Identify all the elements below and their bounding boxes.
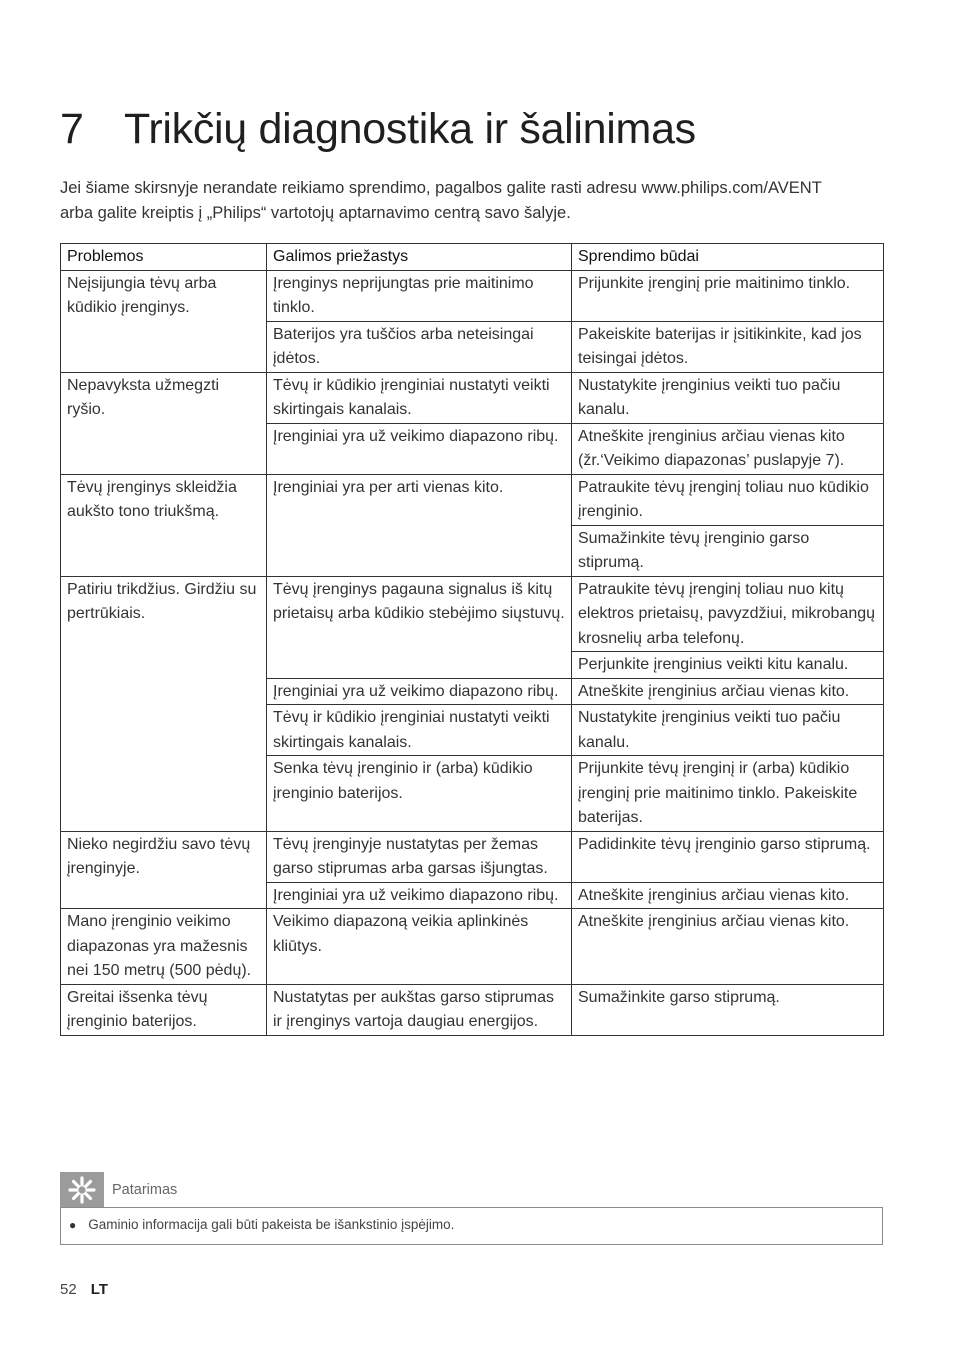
problem-cell: Neįsijungia tėvų arba kūdikio įrenginys. xyxy=(61,270,267,372)
solution-cell: Patraukite tėvų įrenginį toliau nuo kūdikio įrenginio. xyxy=(572,474,884,525)
solution-cell: Atneškite įrenginius arčiau vienas kito. xyxy=(572,678,884,705)
cause-cell: Senka tėvų įrenginio ir (arba) kūdikio įrenginio baterijos. xyxy=(267,756,572,832)
solution-cell: Atneškite įrenginius arčiau vienas kito. xyxy=(572,882,884,909)
chapter-heading xyxy=(60,105,696,154)
tip-item xyxy=(69,1217,454,1232)
solution-cell: Atneškite įrenginius arčiau vienas kito. xyxy=(572,909,884,985)
table-row xyxy=(61,270,884,321)
page-footer xyxy=(60,1281,108,1298)
language-code: LT xyxy=(90,1281,108,1298)
problem-cell: Tėvų įrenginys skleidžia aukšto tono triukšmą. xyxy=(61,474,267,576)
cause-cell: Veikimo diapazoną veikia aplinkinės kliūtys. xyxy=(267,909,572,985)
cause-cell: Įrenginys neprijungtas prie maitinimo tinklo. xyxy=(267,270,572,321)
cause-cell: Įrenginiai yra už veikimo diapazono ribų. xyxy=(267,423,572,474)
solution-cell: Pakeiskite baterijas ir įsitikinkite, kad jos teisingai įdėtos. xyxy=(572,321,884,372)
solution-cell: Perjunkite įrenginius veikti kitu kanalu. xyxy=(572,652,884,679)
solution-cell: Prijunkite tėvų įrenginį ir (arba) kūdikio įrenginį prie maitinimo tinklo. Pakeiskite baterijas. xyxy=(572,756,884,832)
solution-cell: Sumažinkite tėvų įrenginio garso stiprumą. xyxy=(572,525,884,576)
table-row xyxy=(61,909,884,985)
cause-cell: Įrenginiai yra už veikimo diapazono ribų. xyxy=(267,678,572,705)
problem-cell: Patiriu trikdžius. Girdžiu su pertrūkiais. xyxy=(61,576,267,831)
cause-cell: Tėvų įrenginyje nustatytas per žemas garso stiprumas arba garsas išjungtas. xyxy=(267,831,572,882)
solution-cell: Padidinkite tėvų įrenginio garso stiprumą. xyxy=(572,831,884,882)
table-row xyxy=(61,372,884,423)
asterisk-icon xyxy=(60,1172,104,1208)
intro-line: Jei šiame skirsnyje nerandate reikiamo sprendimo, pagalbos galite rasti adresu www.philips.com/AVENT xyxy=(60,179,822,197)
problem-cell: Nepavyksta užmegzti ryšio. xyxy=(61,372,267,474)
tip-box xyxy=(60,1207,883,1245)
cause-cell: Įrenginiai yra už veikimo diapazono ribų. xyxy=(267,882,572,909)
cause-cell: Tėvų ir kūdikio įrenginiai nustatyti veikti skirtingais kanalais. xyxy=(267,705,572,756)
cause-cell: Baterijos yra tuščios arba neteisingai įdėtos. xyxy=(267,321,572,372)
solution-cell: Patraukite tėvų įrenginį toliau nuo kitų elektros prietaisų, pavyzdžiui, mikrobangų krosnelių arba telefonų. xyxy=(572,576,884,652)
intro-paragraph xyxy=(60,176,890,226)
tip-text: Gaminio informacija gali būti pakeista be išankstinio įspėjimo. xyxy=(88,1217,455,1232)
troubleshooting-table xyxy=(60,243,884,1036)
header-problems: Problemos xyxy=(61,244,267,271)
cause-cell: Nustatytas per aukštas garso stiprumas ir įrenginys vartoja daugiau energijos. xyxy=(267,984,572,1035)
intro-line: arba galite kreiptis į „Philips“ vartotojų aptarnavimo centrą savo šalyje. xyxy=(60,204,571,222)
tip-label: Patarimas xyxy=(112,1182,178,1198)
solution-cell: Nustatykite įrenginius veikti tuo pačiu kanalu. xyxy=(572,705,884,756)
table-row xyxy=(61,474,884,525)
problem-cell: Greitai išsenka tėvų įrenginio baterijos. xyxy=(61,984,267,1035)
header-solutions: Sprendimo būdai xyxy=(572,244,884,271)
solution-cell: Atneškite įrenginius arčiau vienas kito (žr.‘Veikimo diapazonas’ puslapyje 7). xyxy=(572,423,884,474)
bullet-icon: ● xyxy=(69,1217,77,1232)
header-causes: Galimos priežastys xyxy=(267,244,572,271)
solution-cell: Prijunkite įrenginį prie maitinimo tinklo. xyxy=(572,270,884,321)
solution-cell: Nustatykite įrenginius veikti tuo pačiu kanalu. xyxy=(572,372,884,423)
table-header-row xyxy=(61,244,884,271)
cause-cell: Tėvų ir kūdikio įrenginiai nustatyti veikti skirtingais kanalais. xyxy=(267,372,572,423)
table-row xyxy=(61,576,884,652)
cause-cell: Tėvų įrenginys pagauna signalus iš kitų prietaisų arba kūdikio stebėjimo siųstuvų. xyxy=(267,576,572,678)
problem-cell: Mano įrenginio veikimo diapazonas yra mažesnis nei 150 metrų (500 pėdų). xyxy=(61,909,267,985)
table-row xyxy=(61,831,884,882)
tip-header xyxy=(60,1172,177,1208)
problem-cell: Nieko negirdžiu savo tėvų įrenginyje. xyxy=(61,831,267,909)
chapter-title: Trikčių diagnostika ir šalinimas xyxy=(124,104,696,153)
chapter-number: 7 xyxy=(60,104,84,153)
page-number: 52 xyxy=(60,1281,77,1298)
table-row xyxy=(61,984,884,1035)
cause-cell: Įrenginiai yra per arti vienas kito. xyxy=(267,474,572,576)
solution-cell: Sumažinkite garso stiprumą. xyxy=(572,984,884,1035)
